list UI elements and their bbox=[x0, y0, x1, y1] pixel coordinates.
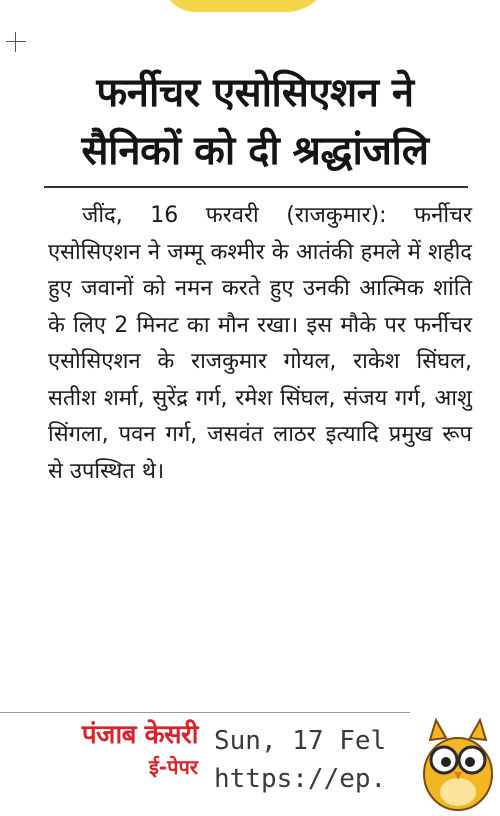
footer-divider bbox=[0, 712, 410, 713]
crop-mark-icon bbox=[6, 32, 26, 52]
brand-subtitle: ई-पेपर bbox=[148, 755, 198, 779]
article-headline bbox=[40, 64, 470, 180]
article-body bbox=[48, 198, 472, 490]
brand-logo[interactable] bbox=[26, 718, 198, 782]
publication-url[interactable]: https://ep. bbox=[214, 764, 387, 794]
headline-divider bbox=[44, 186, 468, 188]
brand-name: पंजाब केसरी bbox=[81, 720, 198, 750]
publication-meta bbox=[214, 722, 414, 798]
top-tab-decoration bbox=[156, 0, 333, 12]
owl-icon bbox=[410, 712, 500, 812]
headline-line-2: सैनिकों को दी श्रद्धांजलि bbox=[81, 128, 429, 174]
headline-line-1: फर्नीचर एसोसिएशन ने bbox=[96, 70, 414, 116]
publication-date: Sun, 17 Fel bbox=[214, 726, 387, 756]
article-body-paragraph: जींद, 16 फरवरी (राजकुमार): फर्नीचर एसोसिएशन ने जम्मू कश्मीर के आतंकी हमले में शहीद हुए जवानों को नमन करते हुए उनकी आत्मिक शांति के लिए 2 मिनट का मौन रखा। इस मौके पर फर्नीचर एसोसिएशन के राजकुमार गोयल, राकेश सिंघल, सतीश शर्मा, सुरेंद्र गर्ग, रमेश सिंघल, संजय गर्ग, आशु सिंगला, पवन गर्ग, जसवंत लाठर इत्यादि प्रमुख रूप से उपस्थित थे। bbox=[48, 203, 472, 484]
